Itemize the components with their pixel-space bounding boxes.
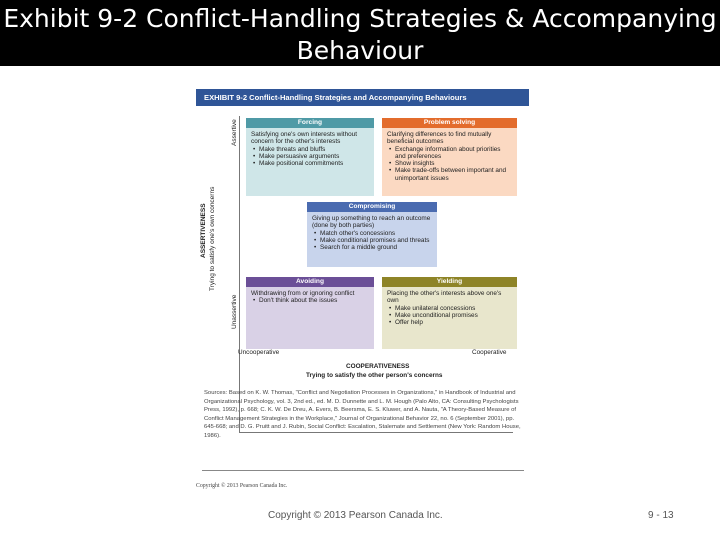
y-axis-top-label: Assertive (231, 119, 238, 146)
yielding-box (382, 277, 517, 349)
forcing-item: • Make threats and bluffs (259, 146, 369, 153)
x-axis-right-label: Cooperative (472, 349, 507, 356)
problem-solving-title: Problem solving (382, 118, 517, 128)
forcing-item: • Make positional commitments (259, 160, 369, 167)
problem-solving-item: • Make trade-offs between important and unimportant issues (395, 167, 512, 182)
problem-solving-item: • Exchange information about priorities and preferences (395, 146, 512, 161)
source-note: Sources: Based on K. W. Thomas, "Conflict and Negotiation Processes in Organizations," in Handbook of Industrial and Organizational Psychology, vol. 3, 2nd ed., ed. M. D. Dunnette and L. M. Hough (Palo Alto, CA: Consulting Psychologists Press, 1992), p. 668; C. K. W. De Dreu, A. Evers, B. Beersma, E. S. Kluwer, and A. Nauta, "A Theory-Based Measure of Conflict Management Strategies in the Workplace," Journal of Organizational Behavior 22, no. 6 (September 2001), pp. 645-668; and D. G. Pruitt and J. Rubin, Social Conflict: Escalation, Stalemate and Settlement (New York: Random House, 1986). (204, 390, 521, 439)
compromising-description: Giving up something to reach an outcome (done by both parties) (312, 215, 431, 230)
forcing-box (246, 118, 374, 196)
problem-solving-item: • Show insights (395, 160, 512, 167)
slide-title-bar (0, 0, 720, 66)
y-axis-bottom-label: Unassertive (231, 294, 238, 329)
problem-solving-box (382, 118, 517, 196)
slide-title-continued: Behaviour (296, 36, 424, 65)
avoiding-description: Withdrawing from or ignoring conflict (251, 290, 355, 297)
x-axis-left-label: Uncooperative (238, 349, 280, 356)
compromising-item: • Make conditional promises and threats (320, 237, 432, 244)
x-axis-subtitle: Trying to satisfy the other person's concerns (306, 372, 443, 379)
page-number: 9 - 13 (648, 510, 674, 521)
yielding-item: • Make unilateral concessions (395, 305, 512, 312)
problem-solving-description: Clarifying differences to find mutually beneficial outcomes (387, 131, 492, 146)
y-axis-subtitle: Trying to satisfy one's own concerns (209, 186, 216, 291)
yielding-item: • Make unconditional promises (395, 312, 512, 319)
x-axis-title: COOPERATIVENESS (346, 363, 410, 370)
avoiding-title: Avoiding (246, 277, 374, 287)
exhibit-figure (194, 86, 534, 496)
exhibit-copyright: Copyright © 2013 Pearson Canada Inc. (196, 483, 288, 489)
yielding-title: Yielding (382, 277, 517, 287)
avoiding-box (246, 277, 374, 349)
yielding-item: • Offer help (395, 319, 512, 326)
y-axis-title: ASSERTIVENESS (200, 203, 207, 258)
avoiding-item: • Don't think about the issues (259, 297, 369, 304)
y-axis-line (239, 116, 240, 432)
compromising-item: • Match other's concessions (320, 230, 432, 237)
forcing-title: Forcing (246, 118, 374, 128)
forcing-description: Satisfying one's own interests without concern for the other's interests (251, 131, 358, 146)
compromising-box (307, 202, 437, 267)
compromising-title: Compromising (307, 202, 437, 212)
forcing-item: • Make persuasive arguments (259, 153, 369, 160)
yielding-description: Placing the other's interests above one's own (387, 290, 502, 305)
exhibit-header: EXHIBIT 9-2 Conflict-Handling Strategies and Accompanying Behaviours (196, 89, 529, 106)
footer-copyright: Copyright © 2013 Pearson Canada Inc. (268, 510, 443, 521)
exhibit-divider (202, 470, 524, 471)
slide-title: Exhibit 9-2 Conflict-Handling Strategies & Accompanying (3, 4, 717, 33)
compromising-item: • Search for a middle ground (320, 244, 432, 251)
